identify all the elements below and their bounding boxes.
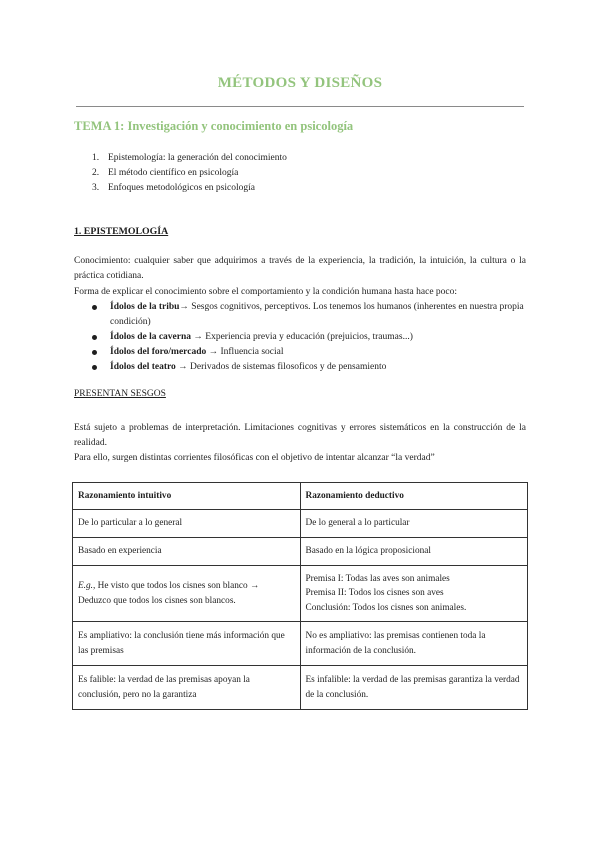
- idolos-list: [92, 300, 526, 375]
- document-title: MÉTODOS Y DISEÑOS: [217, 75, 383, 91]
- bullet-icon: [92, 335, 97, 340]
- section-heading: 1. EPISTEMOLOGÍA: [74, 226, 169, 237]
- table-row: [73, 666, 528, 710]
- bullet-icon: [92, 305, 97, 310]
- table-header-row: [73, 483, 528, 510]
- list-item: Ídolos de la tribu→ Sesgos cognitivos, perceptivos. Los tenemos los humanos (inherentes en nuestra propia condición): [92, 300, 526, 330]
- bullet-icon: [92, 365, 97, 370]
- table-cell: Premisa I: Todas las aves son animales Premisa II: Todos los cisnes son aves Conclusión: Todos los cisnes son animales.: [300, 566, 528, 622]
- para-ello-paragraph: Para ello, surgen distintas corrientes filosóficas con el objetivo de intentar alcanzar “la verdad”: [74, 453, 435, 463]
- table-cell: E.g., He visto que todos los cisnes son blanco → Deduzco que todos los cisnes son blancos.: [73, 566, 301, 622]
- list-item: 1. Epistemología: la generación del conocimiento: [92, 153, 287, 163]
- table-header: Razonamiento deductivo: [300, 483, 528, 510]
- table-cell: No es ampliativo: las premisas contienen toda la información de la conclusión.: [300, 622, 528, 666]
- list-item: 3. Enfoques metodológicos en psicología: [92, 183, 255, 193]
- list-item: 2. El método científico en psicología: [92, 168, 239, 178]
- bullet-icon: [92, 350, 97, 355]
- presentan-sesgos-label: PRESENTAN SESGOS: [74, 389, 166, 399]
- table-cell: De lo general a lo particular: [300, 510, 528, 538]
- conocimiento-paragraph: Conocimiento: cualquier saber que adquirimos a través de la experiencia, la tradición, la intuición, la cultura o la práctica cotidiana.: [74, 256, 526, 281]
- table-cell: Es falible: la verdad de las premisas apoyan la conclusión, pero no la garantiza: [73, 666, 301, 710]
- table-row: [73, 538, 528, 566]
- list-item: Ídolos de la caverna → Experiencia previa y educación (prejuicios, traumas...): [92, 330, 526, 345]
- table-row: [73, 622, 528, 666]
- tema-heading: TEMA 1: Investigación y conocimiento en psicología: [74, 119, 354, 133]
- list-item: Ídolos del teatro → Derivados de sistemas filosoficos y de pensamiento: [92, 360, 526, 375]
- table-cell: Es ampliativo: la conclusión tiene más información que las premisas: [73, 622, 301, 666]
- topic-list: [92, 151, 287, 196]
- table-cell: Es infalible: la verdad de las premisas garantiza la verdad de la conclusión.: [300, 666, 528, 710]
- table-header: Razonamiento intuitivo: [73, 483, 301, 510]
- forma-paragraph: Forma de explicar el conocimiento sobre el comportamiento y la condición humana hasta hace poco:: [74, 287, 458, 297]
- sujeto-paragraph: Está sujeto a problemas de interpretación. Limitaciones cognitivas y errores sistemáticos en la construcción de la realidad.: [74, 423, 526, 448]
- table-row: [73, 510, 528, 538]
- reasoning-comparison-table: [72, 482, 528, 710]
- list-item: Ídolos del foro/mercado → Influencia social: [92, 345, 526, 360]
- table-row: [73, 566, 528, 622]
- table-cell: Basado en la lógica proposicional: [300, 538, 528, 566]
- title-divider: [76, 106, 524, 107]
- table-cell: Basado en experiencia: [73, 538, 301, 566]
- table-cell: De lo particular a lo general: [73, 510, 301, 538]
